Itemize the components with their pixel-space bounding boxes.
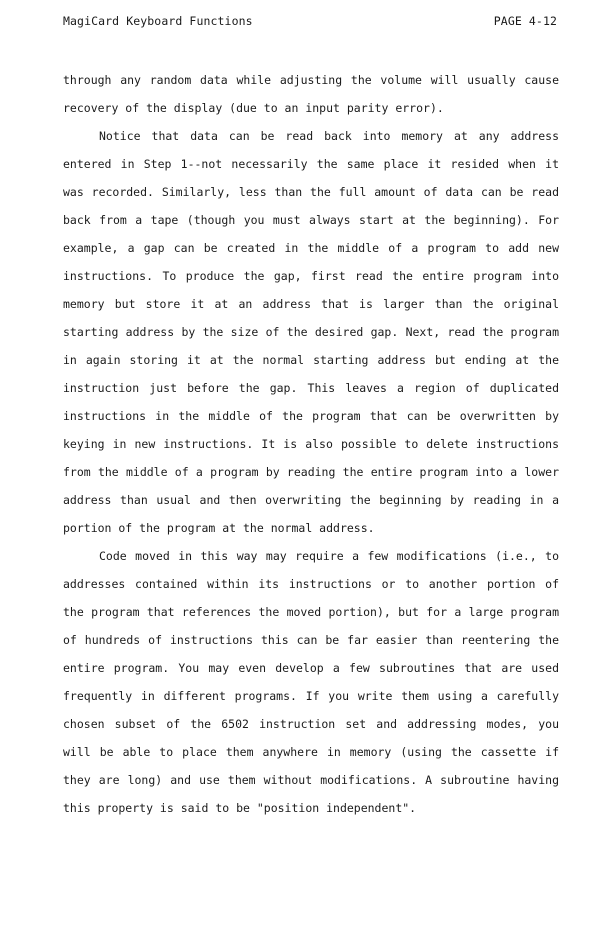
body-text <box>63 66 559 822</box>
paragraph-3: Code moved in this way may require a few modifications (i.e., to addresses contained within its instructions or to another portion of the program that references the moved portion), but for a large program of hundreds of instructions this can be far easier than reentering the entire program. You may even develop a few subroutines that are used frequently in different programs. If you write them using a carefully chosen subset of the 6502 instruction set and addressing modes, you will be able to place them anywhere in memory (using the cassette if they are long) and use them without modifications. A subroutine having this property is said to be "position independent". <box>63 549 559 815</box>
paragraph-2: Notice that data can be read back into memory at any address entered in Step 1--not necessarily the same place it resided when it was recorded. Similarly, less than the full amount of data can be read back from a tape (though you must always start at the beginning). For example, a gap can be created in the middle of a program to add new instructions. To produce the gap, first read the entire program into memory but store it at an address that is larger than the original starting address by the size of the desired gap. Next, read the program in again storing it at the normal starting address but ending at the instruction just before the gap. This leaves a region of duplicated instructions in the middle of the program that can be overwritten by keying in new instructions. It is also possible to delete instructions from the middle of a program by reading the entire program into a lower address than usual and then overwriting the beginning by reading in a portion of the program at the normal address. <box>63 129 559 535</box>
page-header <box>63 12 557 30</box>
page-number: PAGE 4-12 <box>493 14 557 28</box>
paragraph-1: through any random data while adjusting the volume will usually cause recovery of the display (due to an input parity error). <box>63 73 559 115</box>
header-title: MagiCard Keyboard Functions <box>63 14 253 28</box>
